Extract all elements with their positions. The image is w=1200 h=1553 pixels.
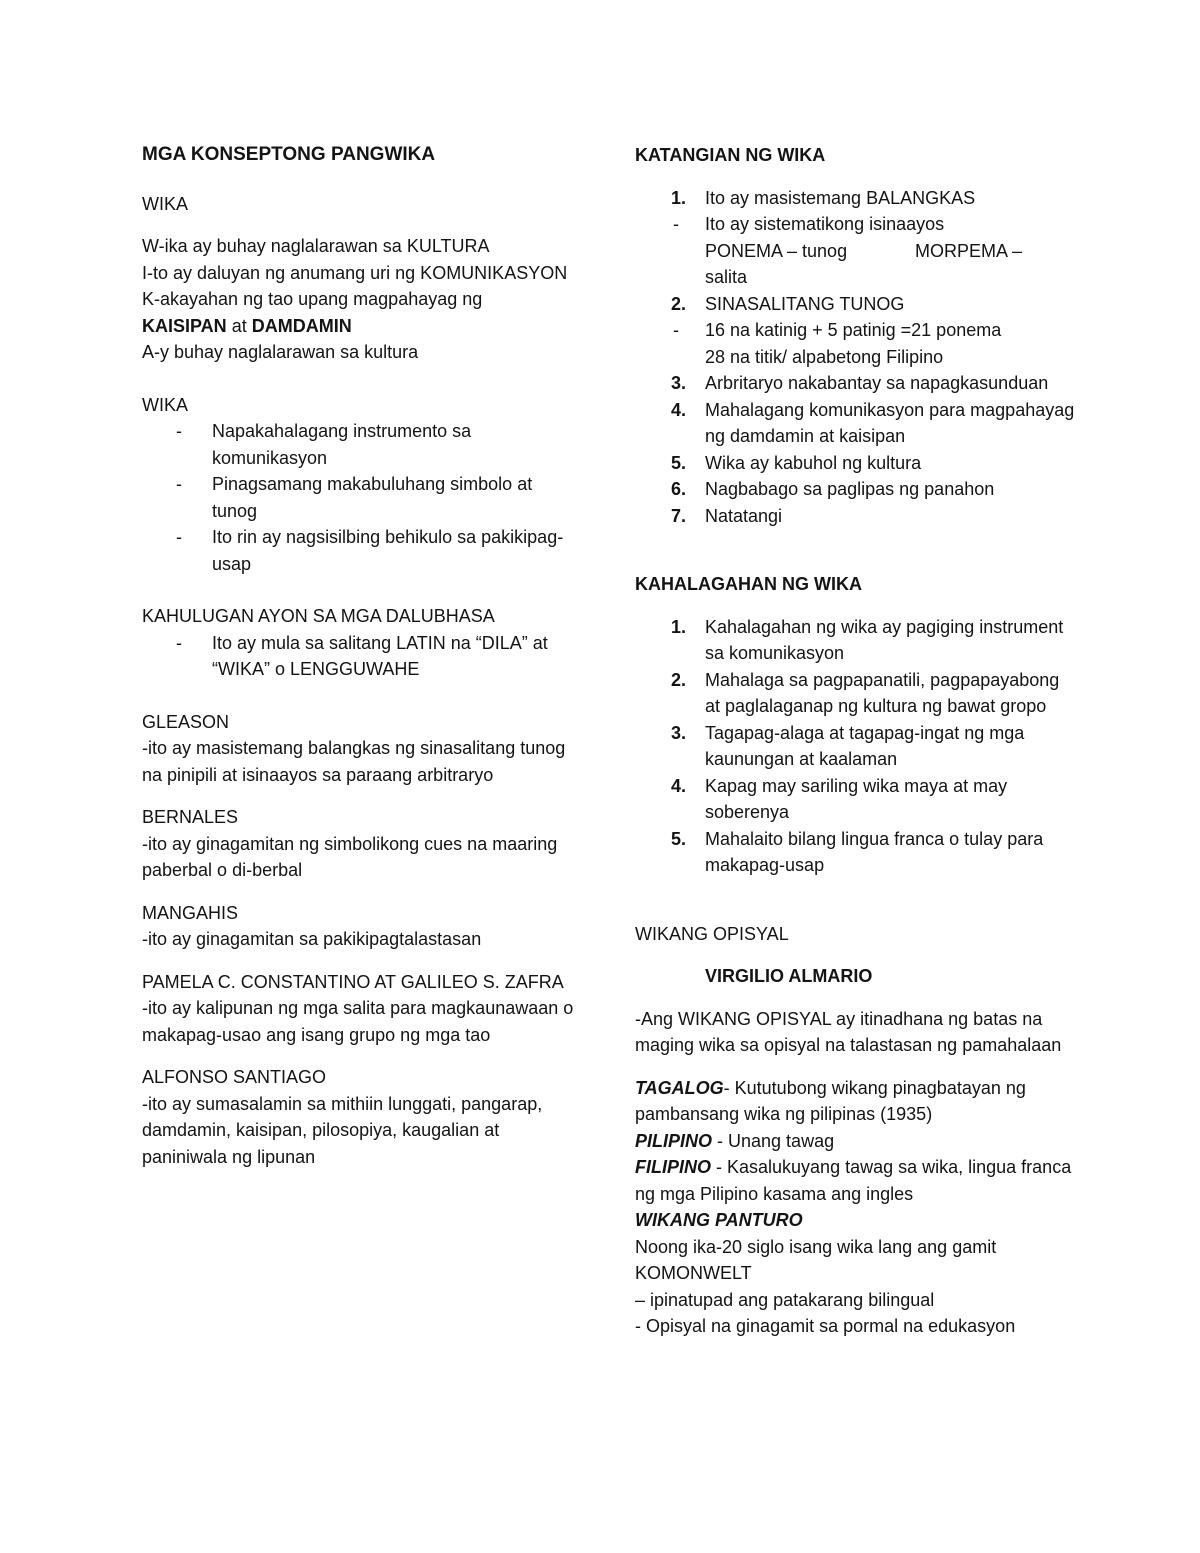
numbered-item: 1. Ito ay masistemang BALANGKAS [671, 187, 976, 208]
ponema-text: PONEMA – tunog [705, 240, 848, 261]
section-heading-kahulugan: KAHULUGAN AYON SA MGA DALUBHASA [142, 606, 495, 626]
acrostic-line: K-akayahan ng tao upang magpahayag ng [142, 289, 483, 309]
kaisipan-word: KAISIPAN [142, 315, 227, 336]
numbered-item: 3. Arbritaryo nakabantay sa napagkasunduan [671, 373, 1049, 393]
kahulugan-list [142, 630, 582, 683]
tagalog-label: TAGALOG [635, 1077, 724, 1098]
acrostic-line: A-y buhay naglalarawan sa kultura [142, 342, 419, 362]
wika-list [142, 418, 582, 577]
panturo-line: – ipinatupad ang patakarang bilingual [635, 1289, 935, 1310]
expert-text: -ito ay sumasalamin sa mithiin lunggati, pangarap, damdamin, kaisipan, pilosopiya, kaugalian at paniniwala ng lipunan [142, 1093, 543, 1167]
panturo-line: Noong ika-20 siglo isang wika lang ang gamit [635, 1236, 997, 1257]
list-item: - Pinagsamang makabuluhang simbolo at tunog [142, 471, 582, 524]
acrostic-line: I-to ay daluyan ng anumang uri ng KOMUNIKASYON [142, 262, 568, 283]
list-item: - Ito rin ay nagsisilbing behikulo sa pakikipag-usap [142, 524, 582, 577]
numbered-item: 4. Mahalagang komunikasyon para magpahayag ng damdamin at kaisipan [671, 399, 1075, 446]
list-item: - Ito ay mula sa salitang LATIN na “DILA” at “WIKA” o LENGGUWAHE [142, 630, 582, 683]
salita-text: salita [705, 267, 748, 287]
section-heading-opisyal: WIKANG OPISYAL [635, 923, 789, 944]
section-heading-kahalagahan: KAHALAGAHAN NG WIKA [635, 574, 862, 594]
expert-name: BERNALES [142, 807, 239, 827]
list-item: - Napakahalagang instrumento sa komunikasyon [142, 418, 582, 471]
almario-name: VIRGILIO ALMARIO [705, 966, 873, 986]
dash-item: - Ito ay sistematikong isinaayos [673, 214, 945, 234]
expert-name: ALFONSO SANTIAGO [142, 1067, 327, 1087]
dash-item: - 16 na katinig + 5 patinig =21 ponema [673, 320, 1002, 340]
expert-text: -ito ay ginagamitan ng simbolikong cues na maaring paberbal o di-berbal [142, 833, 558, 880]
panturo-label: WIKANG PANTURO [635, 1210, 803, 1230]
acrostic-line-kaisipan [142, 313, 582, 340]
morpema-text: MORPEMA – [915, 240, 1023, 261]
expert-text: -ito ay ginagamitan sa pakikipagtalastasan [142, 929, 482, 949]
expert-name: MANGAHIS [142, 902, 239, 923]
panturo-line: - Opisyal na ginagamit sa pormal na edukasyon [635, 1316, 1016, 1336]
tagalog-line: TAGALOG- Kututubong wikang pinagbatayan ng pambansang wika ng pilipinas (1935) [635, 1077, 1026, 1124]
numbered-item: 5. Wika ay kabuhol ng kultura [671, 452, 922, 473]
numbered-item: 1. Kahalagahan ng wika ay pagiging instrument sa komunikasyon [671, 616, 1064, 663]
opisyal-text: -Ang WIKANG OPISYAL ay itinadhana ng batas na maging wika sa opisyal na talastasan ng pamahalaan [635, 1008, 1062, 1055]
expert-name: PAMELA C. CONSTANTINO AT GALILEO S. ZAFRA [142, 971, 564, 992]
numbered-item: 5. Mahalaito bilang lingua franca o tulay para makapag-usap [671, 828, 1044, 875]
at-word: at [231, 315, 247, 336]
expert-text: -ito ay masistemang balangkas ng sinasalitang tunog na pinipili at isinaayos sa paraang arbitraryo [142, 738, 566, 785]
alpabeto-line: 28 na titik/ alpabetong Filipino [705, 346, 944, 367]
numbered-item: 7. Natatangi [671, 505, 783, 526]
filipino-line: FILIPINO - Kasalukuyang tawag sa wika, lingua franca ng mga Pilipino kasama ang ingles [635, 1157, 1072, 1204]
left-column [142, 142, 582, 1170]
right-column [635, 142, 1075, 1340]
ponema-morpema-line [635, 238, 1075, 265]
section-heading-wika-2: WIKA [142, 394, 189, 415]
section-heading-wika: WIKA [142, 193, 189, 214]
pilipino-label: PILIPINO [635, 1130, 713, 1151]
panturo-line: KOMONWELT [635, 1263, 752, 1283]
page-title: MGA KONSEPTONG PANGWIKA [142, 144, 436, 165]
section-heading-katangian: KATANGIAN NG WIKA [635, 145, 826, 165]
filipino-label: FILIPINO [635, 1157, 711, 1177]
numbered-item: 2. SINASALITANG TUNOG [671, 293, 905, 314]
damdamin-word: DAMDAMIN [251, 315, 352, 336]
acrostic-line: W-ika ay buhay naglalarawan sa KULTURA [142, 236, 490, 256]
pilipino-line: PILIPINO - Unang tawag [635, 1130, 835, 1151]
numbered-item: 2. Mahalaga sa pagpapanatili, pagpapayabong at paglalaganap ng kultura ng bawat gropo [671, 669, 1060, 716]
numbered-item: 3. Tagapag-alaga at tagapag-ingat ng mga kaunungan at kaalaman [671, 722, 1025, 769]
numbered-item: 6. Nagbabago sa paglipas ng panahon [671, 479, 995, 499]
numbered-item: 4. Kapag may sariling wika maya at may soberenya [671, 775, 1008, 822]
expert-name: GLEASON [142, 711, 230, 732]
expert-text: -ito ay kalipunan ng mga salita para magkaunawaan o makapag-usao ang isang grupo ng mga tao [142, 998, 574, 1045]
